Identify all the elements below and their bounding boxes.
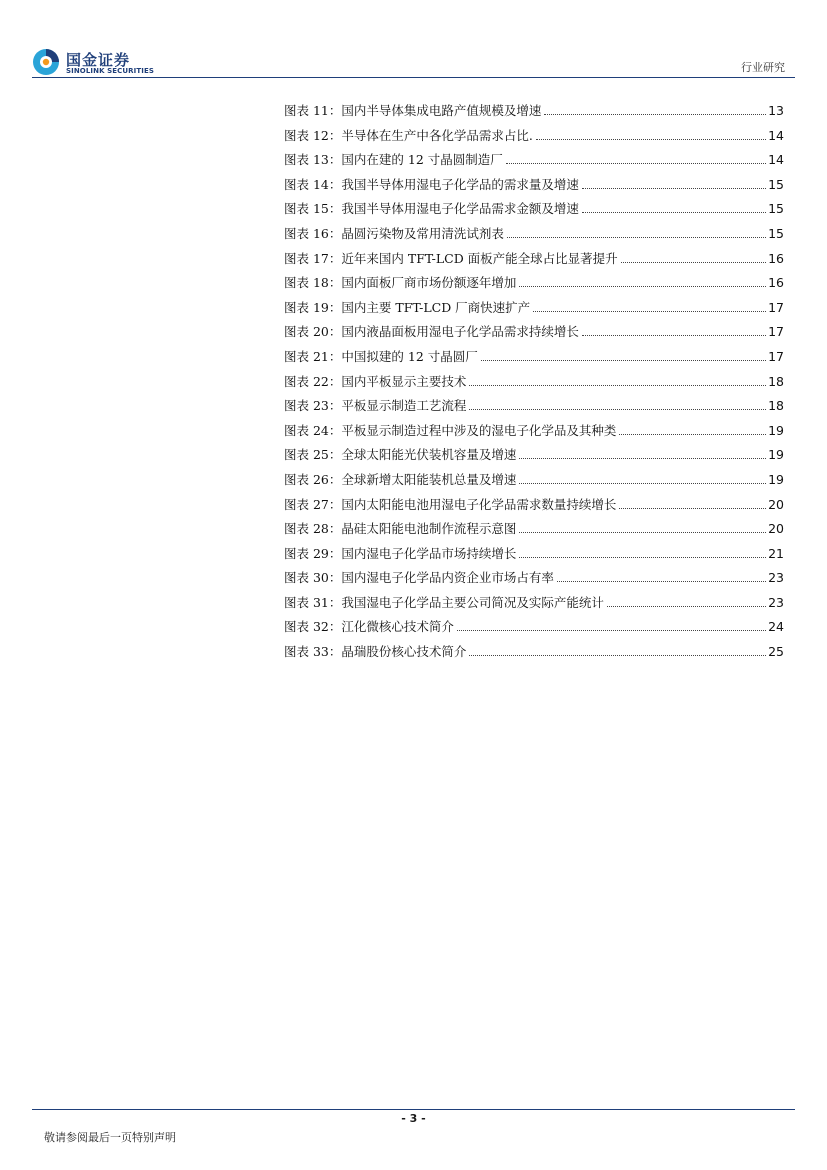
toc-entry-title: 国内半导体集成电路产值规模及增速 [341, 103, 542, 118]
toc-entry-title: 国内湿电子化学品市场持续增长 [341, 545, 517, 561]
toc-entry-label: 图表 21： [284, 348, 342, 364]
toc-entry-label: 图表 33： [284, 644, 342, 660]
toc-entry[interactable] [284, 617, 784, 642]
footer-disclaimer: 敬请参阅最后一页特别声明 [44, 1131, 176, 1144]
toc-dot-leader [519, 457, 766, 459]
toc-entry-page: 19 [768, 471, 784, 487]
toc-entry[interactable] [284, 445, 784, 470]
toc-entry-page: 19 [768, 422, 784, 438]
toc-entry[interactable] [284, 249, 784, 274]
logo-text-en: SINOLINK SECURITIES [66, 67, 154, 75]
toc-entry-title: 国内面板厂商市场份额逐年增加 [341, 275, 517, 291]
toc-dot-leader [506, 162, 766, 164]
toc-entry[interactable] [284, 470, 784, 495]
toc-entry-title: 我国半导体用湿电子化学品需求金额及增速 [341, 201, 579, 217]
toc-entry-title: 国内主要 TFT-LCD 厂商快速扩产 [341, 299, 531, 315]
toc-entry-title: 我国半导体用湿电子化学品的需求量及增速 [341, 176, 579, 192]
toc-entry-title: 国内太阳能电池用湿电子化学品需求数量持续增长 [341, 496, 617, 512]
toc-dot-leader [619, 433, 766, 435]
toc-entry-page: 20 [768, 521, 784, 537]
toc-entry-label: 图表 30： [284, 570, 342, 586]
toc-entry-page: 13 [768, 103, 784, 118]
toc-entry-label: 图表 27： [284, 496, 342, 512]
toc-entry-label: 图表 15： [284, 201, 342, 217]
toc-entry-title: 全球新增太阳能装机总量及增速 [341, 471, 517, 487]
toc-entry-page: 15 [768, 176, 784, 192]
toc-dot-leader [557, 580, 766, 582]
toc-dot-leader [457, 629, 766, 631]
toc-dot-leader [519, 482, 766, 484]
toc-entry-label: 图表 18： [284, 275, 342, 291]
toc-entry-label: 图表 23： [284, 398, 342, 414]
toc-entry-page: 14 [768, 152, 784, 168]
toc-entry[interactable] [284, 495, 784, 520]
toc-entry-page: 14 [768, 127, 784, 143]
toc-dot-leader [469, 408, 766, 410]
toc-entry[interactable] [284, 322, 784, 347]
page-header [0, 0, 827, 80]
toc-entry-page: 17 [768, 324, 784, 340]
toc-dot-leader [507, 236, 766, 238]
toc-entry-page: 25 [768, 644, 784, 660]
toc-entry-label: 图表 19： [284, 299, 342, 315]
toc-entry[interactable] [284, 421, 784, 446]
toc-entry-page: 18 [768, 373, 784, 389]
toc-entry-page: 16 [768, 275, 784, 291]
toc-entry-title: 晶圆污染物及常用清洗试剂表 [341, 225, 504, 241]
toc-entry-page: 21 [768, 545, 784, 561]
toc-entry[interactable] [284, 199, 784, 224]
toc-entry-label: 图表 32： [284, 619, 342, 635]
toc-entry-label: 图表 22： [284, 373, 342, 389]
toc-entry[interactable] [284, 126, 784, 151]
toc-dot-leader [582, 187, 766, 189]
toc-entry[interactable] [284, 224, 784, 249]
company-logo [32, 48, 162, 78]
toc-dot-leader [519, 285, 766, 287]
toc-entry-label: 图表 20： [284, 324, 342, 340]
toc-entry-title: 江化微核心技术简介 [341, 619, 454, 635]
toc-entry-title: 国内在建的 12 寸晶圆制造厂 [341, 152, 503, 168]
toc-dot-leader [621, 261, 766, 263]
toc-entry[interactable] [284, 150, 784, 175]
toc-entry[interactable] [284, 593, 784, 618]
toc-dot-leader [533, 310, 766, 312]
toc-entry-page: 18 [768, 398, 784, 414]
figure-index-list [284, 101, 784, 667]
toc-entry[interactable] [284, 642, 784, 667]
toc-entry-label: 图表 12： [284, 127, 342, 143]
toc-dot-leader [469, 654, 766, 656]
toc-entry-label: 图表 25： [284, 447, 342, 463]
toc-dot-leader [582, 211, 766, 213]
toc-entry[interactable] [284, 568, 784, 593]
toc-entry-title: 半导体在生产中各化学品需求占比. [341, 127, 533, 143]
section-label: 行业研究 [741, 61, 785, 74]
toc-entry-page: 24 [768, 619, 784, 635]
toc-entry-page: 17 [768, 348, 784, 364]
toc-entry-label: 图表 17： [284, 250, 342, 266]
toc-entry[interactable] [284, 298, 784, 323]
toc-entry-title: 国内湿电子化学品内资企业市场占有率 [341, 570, 554, 586]
toc-dot-leader [469, 384, 766, 386]
toc-entry-page: 15 [768, 201, 784, 217]
toc-entry-page: 19 [768, 447, 784, 463]
toc-entry-page: 20 [768, 496, 784, 512]
toc-dot-leader [519, 531, 766, 533]
toc-entry-title: 平板显示制造工艺流程 [341, 398, 467, 414]
toc-entry-label: 图表 29： [284, 545, 342, 561]
toc-entry-label: 图表 16： [284, 225, 342, 241]
footer-divider [32, 1109, 795, 1110]
toc-entry[interactable] [284, 175, 784, 200]
toc-entry-page: 15 [768, 225, 784, 241]
toc-entry-label: 图表 24： [284, 422, 342, 438]
toc-entry-label: 图表 28： [284, 521, 342, 537]
toc-entry[interactable] [284, 544, 784, 569]
toc-entry-label: 图表 31： [284, 594, 342, 610]
toc-entry-title: 我国湿电子化学品主要公司简况及实际产能统计 [341, 594, 604, 610]
toc-entry-page: 17 [768, 299, 784, 315]
toc-entry[interactable] [284, 396, 784, 421]
toc-entry-label: 图表 13： [284, 152, 342, 168]
toc-entry[interactable] [284, 372, 784, 397]
toc-dot-leader [607, 605, 766, 607]
toc-entry-title: 中国拟建的 12 寸晶圆厂 [341, 348, 478, 364]
toc-entry-title: 平板显示制造过程中涉及的湿电子化学品及其种类 [341, 422, 617, 438]
toc-entry-page: 23 [768, 594, 784, 610]
toc-entry[interactable] [284, 273, 784, 298]
toc-entry-title: 国内平板显示主要技术 [341, 373, 467, 389]
toc-entry-label: 图表 14： [284, 176, 342, 192]
toc-entry-title: 近年来国内 TFT-LCD 面板产能全球占比显著提升 [341, 250, 618, 266]
toc-entry-title: 晶瑞股份核心技术简介 [341, 644, 467, 660]
toc-dot-leader [519, 556, 766, 558]
toc-entry-title: 晶硅太阳能电池制作流程示意图 [341, 521, 517, 537]
toc-dot-leader [544, 113, 766, 115]
header-divider [32, 77, 795, 78]
logo-text-cn: 国金证券 [66, 51, 131, 69]
toc-entry[interactable] [284, 101, 784, 126]
toc-dot-leader [481, 359, 766, 361]
toc-dot-leader [582, 334, 766, 336]
page-number: - 3 - [401, 1112, 426, 1125]
toc-entry[interactable] [284, 519, 784, 544]
toc-entry-page: 16 [768, 250, 784, 266]
toc-entry-label: 图表 11： [284, 103, 342, 118]
toc-entry-title: 全球太阳能光伏装机容量及增速 [341, 447, 517, 463]
sinolink-logo-icon [32, 48, 60, 76]
toc-entry-title: 国内液晶面板用湿电子化学品需求持续增长 [341, 324, 579, 340]
toc-dot-leader [619, 507, 766, 509]
toc-dot-leader [536, 138, 766, 140]
toc-entry-page: 23 [768, 570, 784, 586]
toc-entry[interactable] [284, 347, 784, 372]
toc-entry-label: 图表 26： [284, 471, 342, 487]
